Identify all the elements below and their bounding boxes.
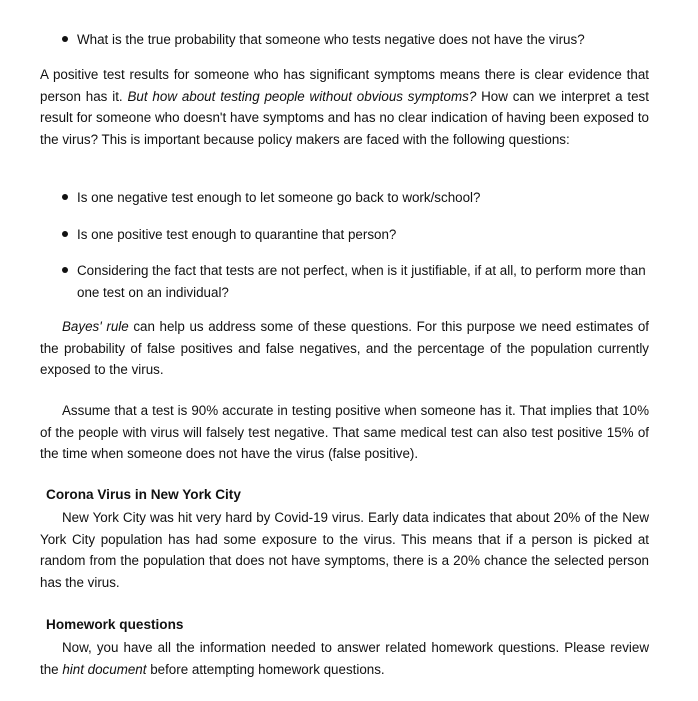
bullet-item (62, 260, 648, 303)
intro-emphasis: But how about testing people without obvious symptoms? (127, 88, 477, 104)
accuracy-paragraph: Assume that a test is 90% accurate in testing positive when someone has it. That implies that 10% of the people with virus will falsely test negative. That same medical test can also test positive 15% of the time when someone does not have the virus (false positive). (40, 403, 649, 461)
bullet-dot (62, 267, 68, 273)
bayes-paragraph (40, 316, 649, 381)
bullet-item (62, 187, 648, 209)
bullet-text: Is one negative test enough to let someone go back to work/school? (77, 190, 481, 205)
bullet-dot (62, 36, 68, 42)
intro-text-cont: How can we interpret a test result for someone who doesn't have symptoms and has no clear indication of having been exposed to the virus? This is important because policy makers are faced with the following questions: (40, 88, 649, 147)
bullet-item (62, 224, 648, 246)
bayes-text: can help us address some of these questions. For this purpose we need estimates of the probability of false positives and false negatives, and the percentage of the population currently exposed to the virus. (40, 319, 649, 377)
nyc-heading: Corona Virus in New York City (46, 487, 241, 502)
bullet-text: What is the true probability that someone who tests negative does not have the virus? (77, 32, 585, 47)
homework-text-cont: before attempting homework questions. (146, 661, 385, 677)
homework-heading: Homework questions (46, 617, 184, 632)
bullet-dot (62, 231, 68, 237)
homework-text: Now, you have all the information needed to answer related homework questions. Please review the (40, 640, 649, 677)
bullet-dot (62, 194, 68, 200)
bullet-text: Is one positive test enough to quarantine that person? (77, 227, 397, 242)
bayes-rule-term: Bayes' rule (62, 319, 129, 334)
nyc-paragraph: New York City was hit very hard by Covid-19 virus. Early data indicates that about 20% of the New York City population has had some exposure to the virus. This means that if a person is picked at random from the population that does not have symptoms, there is a 20% chance the selected person has the virus. (40, 510, 649, 590)
bullet-text: Considering the fact that tests are not perfect, when is it justifiable, if at all, to perform more than one test on an individual? (77, 263, 646, 300)
hint-document-link: hint document (62, 661, 147, 677)
intro-text: A positive test results for someone who has significant symptoms means there is clear evidence that person has it. (40, 67, 649, 104)
homework-paragraph (40, 637, 649, 680)
intro-paragraph (40, 64, 649, 150)
bullet-item (62, 29, 648, 51)
